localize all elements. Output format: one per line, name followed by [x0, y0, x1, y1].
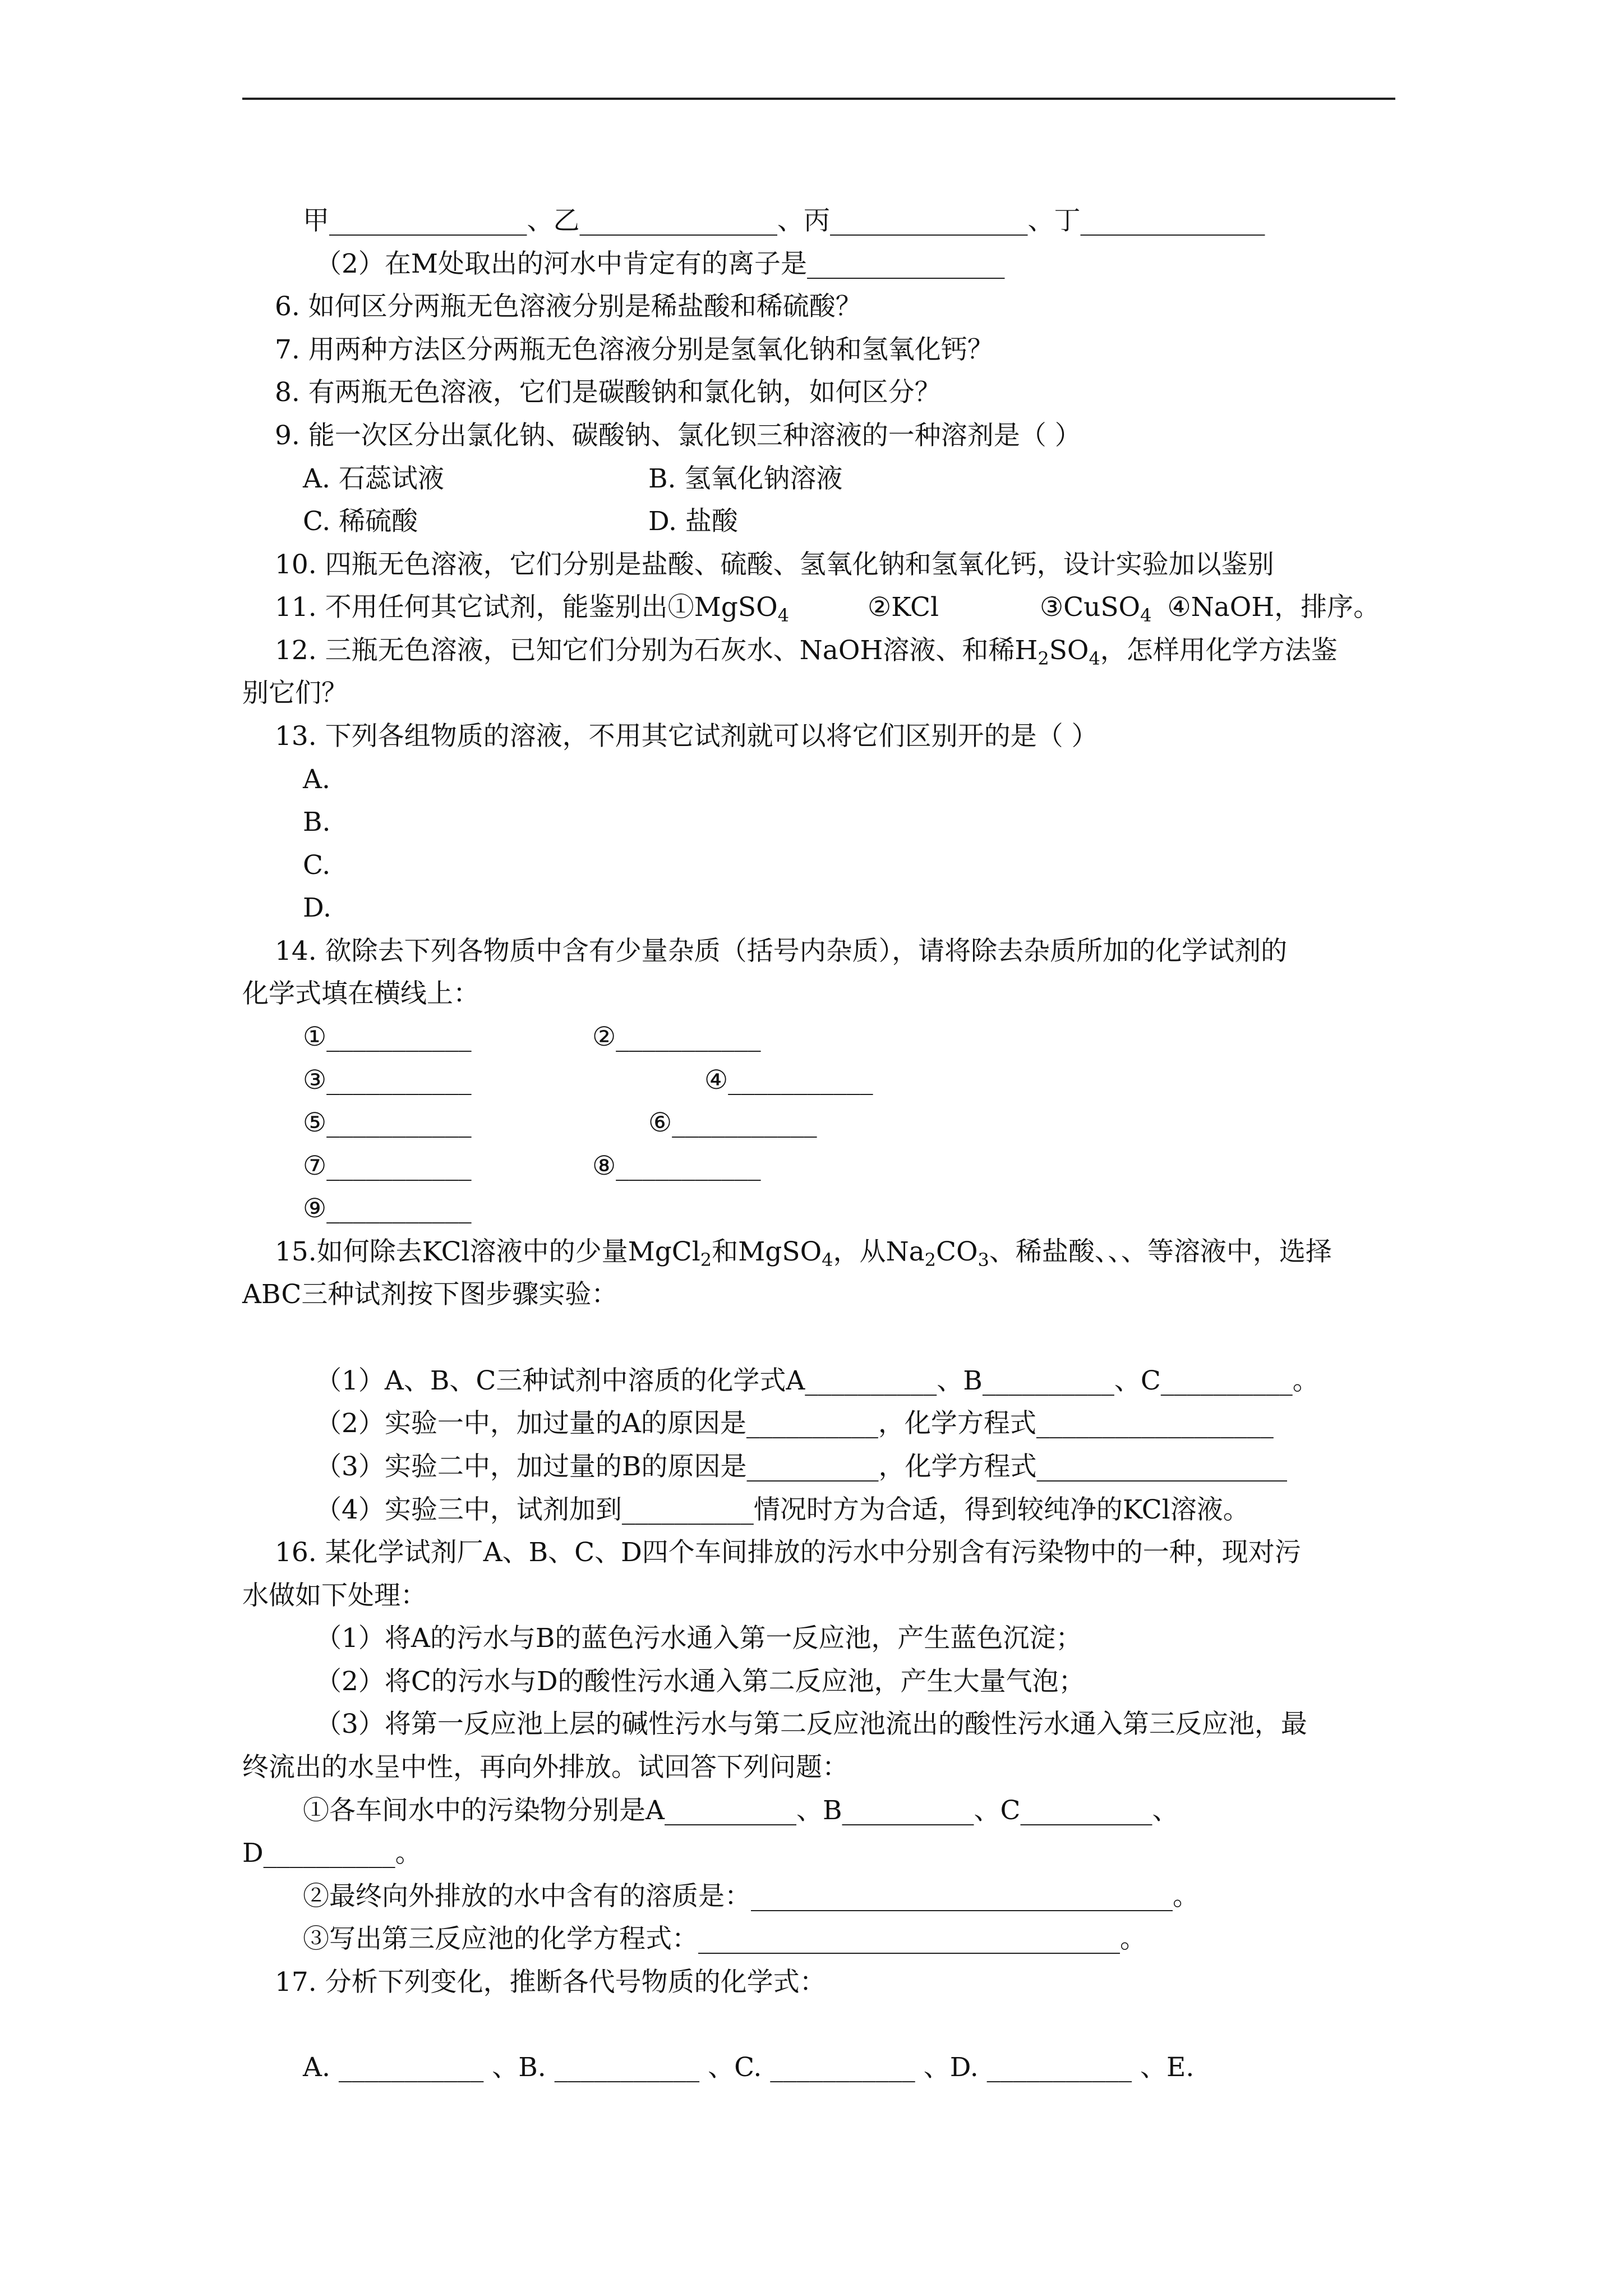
q11-line: [275, 592, 1380, 626]
q14-blank-6: ⑥___________: [648, 1107, 817, 1138]
q15-part4: （4）实验三中，试剂加到__________情况时方为合适，得到较纯净的KCl溶液。: [315, 1494, 1249, 1525]
q12-subscript-1: 2: [1038, 648, 1049, 669]
q12-text-a: 12. 三瓶无色溶液，已知它们分别为石灰水、NaOH溶液、和稀H: [275, 635, 1038, 666]
q5-blanks-line: 甲_______________、乙_______________、丙_______________、丁______________: [303, 205, 1265, 236]
q15-part1: （1）A、B、C三种试剂中溶质的化学式A__________、B__________、C__________。: [315, 1365, 1319, 1396]
q15-line-2: ABC三种试剂按下图步骤实验：: [242, 1279, 618, 1310]
q15-part3: （3）实验二中，加过量的B的原因是__________，化学方程式___________________: [315, 1451, 1287, 1482]
q9-option-a: A. 石蕊试液: [303, 463, 444, 494]
q13-option-c: C.: [303, 850, 331, 881]
q16-answer2: ②最终向外排放的水中含有的溶质是：________________________________。: [303, 1881, 1199, 1912]
q12-line-2: 别它们？: [242, 678, 348, 708]
q14-blank-7: ⑦___________: [303, 1151, 472, 1181]
q14-blank-9: ⑨___________: [303, 1193, 472, 1224]
q15-subscript-2: 4: [822, 1249, 833, 1271]
q14-line-2: 化学式填在横线上：: [242, 978, 479, 1009]
q15-line: [275, 1236, 1332, 1271]
q11-subscript-c: 4: [1140, 605, 1152, 626]
q9-option-c: C. 稀硫酸: [303, 506, 418, 537]
q11-text-b: ②KCl: [868, 592, 939, 623]
q10-line: 10. 四瓶无色溶液，它们分别是盐酸、硫酸、氢氧化钠和氢氧化钙，设计实验加以鉴别: [275, 549, 1274, 580]
q16-step2: （2）将C的污水与D的酸性污水通入第二反应池，产生大量气泡；: [315, 1666, 1085, 1697]
q11-subscript-a: 4: [777, 605, 789, 626]
q14-blank-5: ⑤___________: [303, 1107, 472, 1138]
q14-line: 14. 欲除去下列各物质中含有少量杂质（括号内杂质），请将除去杂质所加的化学试剂的: [275, 936, 1288, 967]
q14-blank-3: ③___________: [303, 1065, 472, 1096]
q12-text-m: SO: [1049, 635, 1089, 666]
q11-text-d: ④NaOH，排序。: [1167, 592, 1380, 623]
q15-text-a: 15.如何除去KCl溶液中的少量MgCl: [275, 1236, 700, 1267]
q15-text-b: 和MgSO: [712, 1236, 822, 1267]
q14-blank-1: ①___________: [303, 1022, 472, 1052]
q14-blank-4: ④___________: [704, 1065, 873, 1096]
q16-answer1: ①各车间水中的污染物分别是A__________、B__________、C__________、: [303, 1795, 1179, 1826]
q13-line: 13. 下列各组物质的溶液，不用其它试剂就可以将它们区别开的是（ ）: [275, 721, 1098, 752]
q9-line: 9. 能一次区分出氯化钠、碳酸钠、氯化钡三种溶液的一种溶剂是（ ）: [275, 420, 1081, 451]
q17-blanks-line: A. ___________ 、B. ___________ 、C. ___________ 、D. ___________ 、E.: [303, 2052, 1195, 2083]
q13-option-d: D.: [303, 892, 331, 923]
q12-subscript-2: 4: [1089, 648, 1100, 669]
q16-line-2: 水做如下处理：: [242, 1580, 427, 1611]
q12-line: [275, 635, 1338, 669]
q15-text-c: ，从Na: [833, 1236, 925, 1267]
q11-text-c: ③CuSO: [1039, 592, 1141, 623]
q16-answer3: ③写出第三反应池的化学方程式：________________________________。: [303, 1924, 1146, 1954]
q16-line: 16. 某化学试剂厂A、B、C、D四个车间排放的污水中分别含有污染物中的一种，现对污: [275, 1537, 1301, 1568]
q16-step3-cont: 终流出的水呈中性，再向外排放。试回答下列问题：: [242, 1752, 849, 1783]
q15-part2: （2）实验一中，加过量的A的原因是__________，化学方程式__________________: [315, 1408, 1274, 1439]
q6-line: 6. 如何区分两瓶无色溶液分别是稀盐酸和稀硫酸？: [275, 291, 862, 322]
q13-option-b: B.: [303, 807, 331, 838]
q15-subscript-1: 2: [700, 1249, 712, 1271]
q9-option-b: B. 氢氧化钠溶液: [648, 463, 843, 494]
q16-answer1-cont: D__________。: [242, 1838, 422, 1869]
q15-subscript-4: 3: [978, 1249, 989, 1271]
q15-subscript-3: 2: [924, 1249, 936, 1271]
q13-option-a: A.: [303, 764, 330, 795]
q7-line: 7. 用两种方法区分两瓶无色溶液分别是氢氧化钠和氢氧化钙？: [275, 334, 994, 365]
q15-text-e: 、稀盐酸、、、等溶液中，选择: [989, 1236, 1332, 1267]
q17-line: 17. 分析下列变化，推断各代号物质的化学式：: [275, 1967, 826, 1998]
q16-step3: （3）将第一反应池上层的碱性污水与第二反应池流出的酸性污水通入第三反应池，最: [315, 1709, 1307, 1740]
q9-option-d: D. 盐酸: [648, 506, 738, 537]
q5-part2-line: （2）在M处取出的河水中肯定有的离子是_______________: [315, 249, 1005, 279]
q11-text-a: 11. 不用任何其它试剂，能鉴别出①MgSO: [275, 592, 778, 623]
q8-line: 8. 有两瓶无色溶液，它们是碳酸钠和氯化钠，如何区分？: [275, 377, 941, 408]
q16-step1: （1）将A的污水与B的蓝色污水通入第一反应池，产生蓝色沉淀；: [315, 1623, 1082, 1654]
q12-text-b: ，怎样用化学方法鉴: [1100, 635, 1338, 666]
q14-blank-8: ⑧___________: [592, 1151, 761, 1181]
header-rule: [242, 98, 1395, 100]
q15-text-d: CO: [935, 1236, 978, 1267]
q14-blank-2: ②___________: [592, 1022, 761, 1052]
